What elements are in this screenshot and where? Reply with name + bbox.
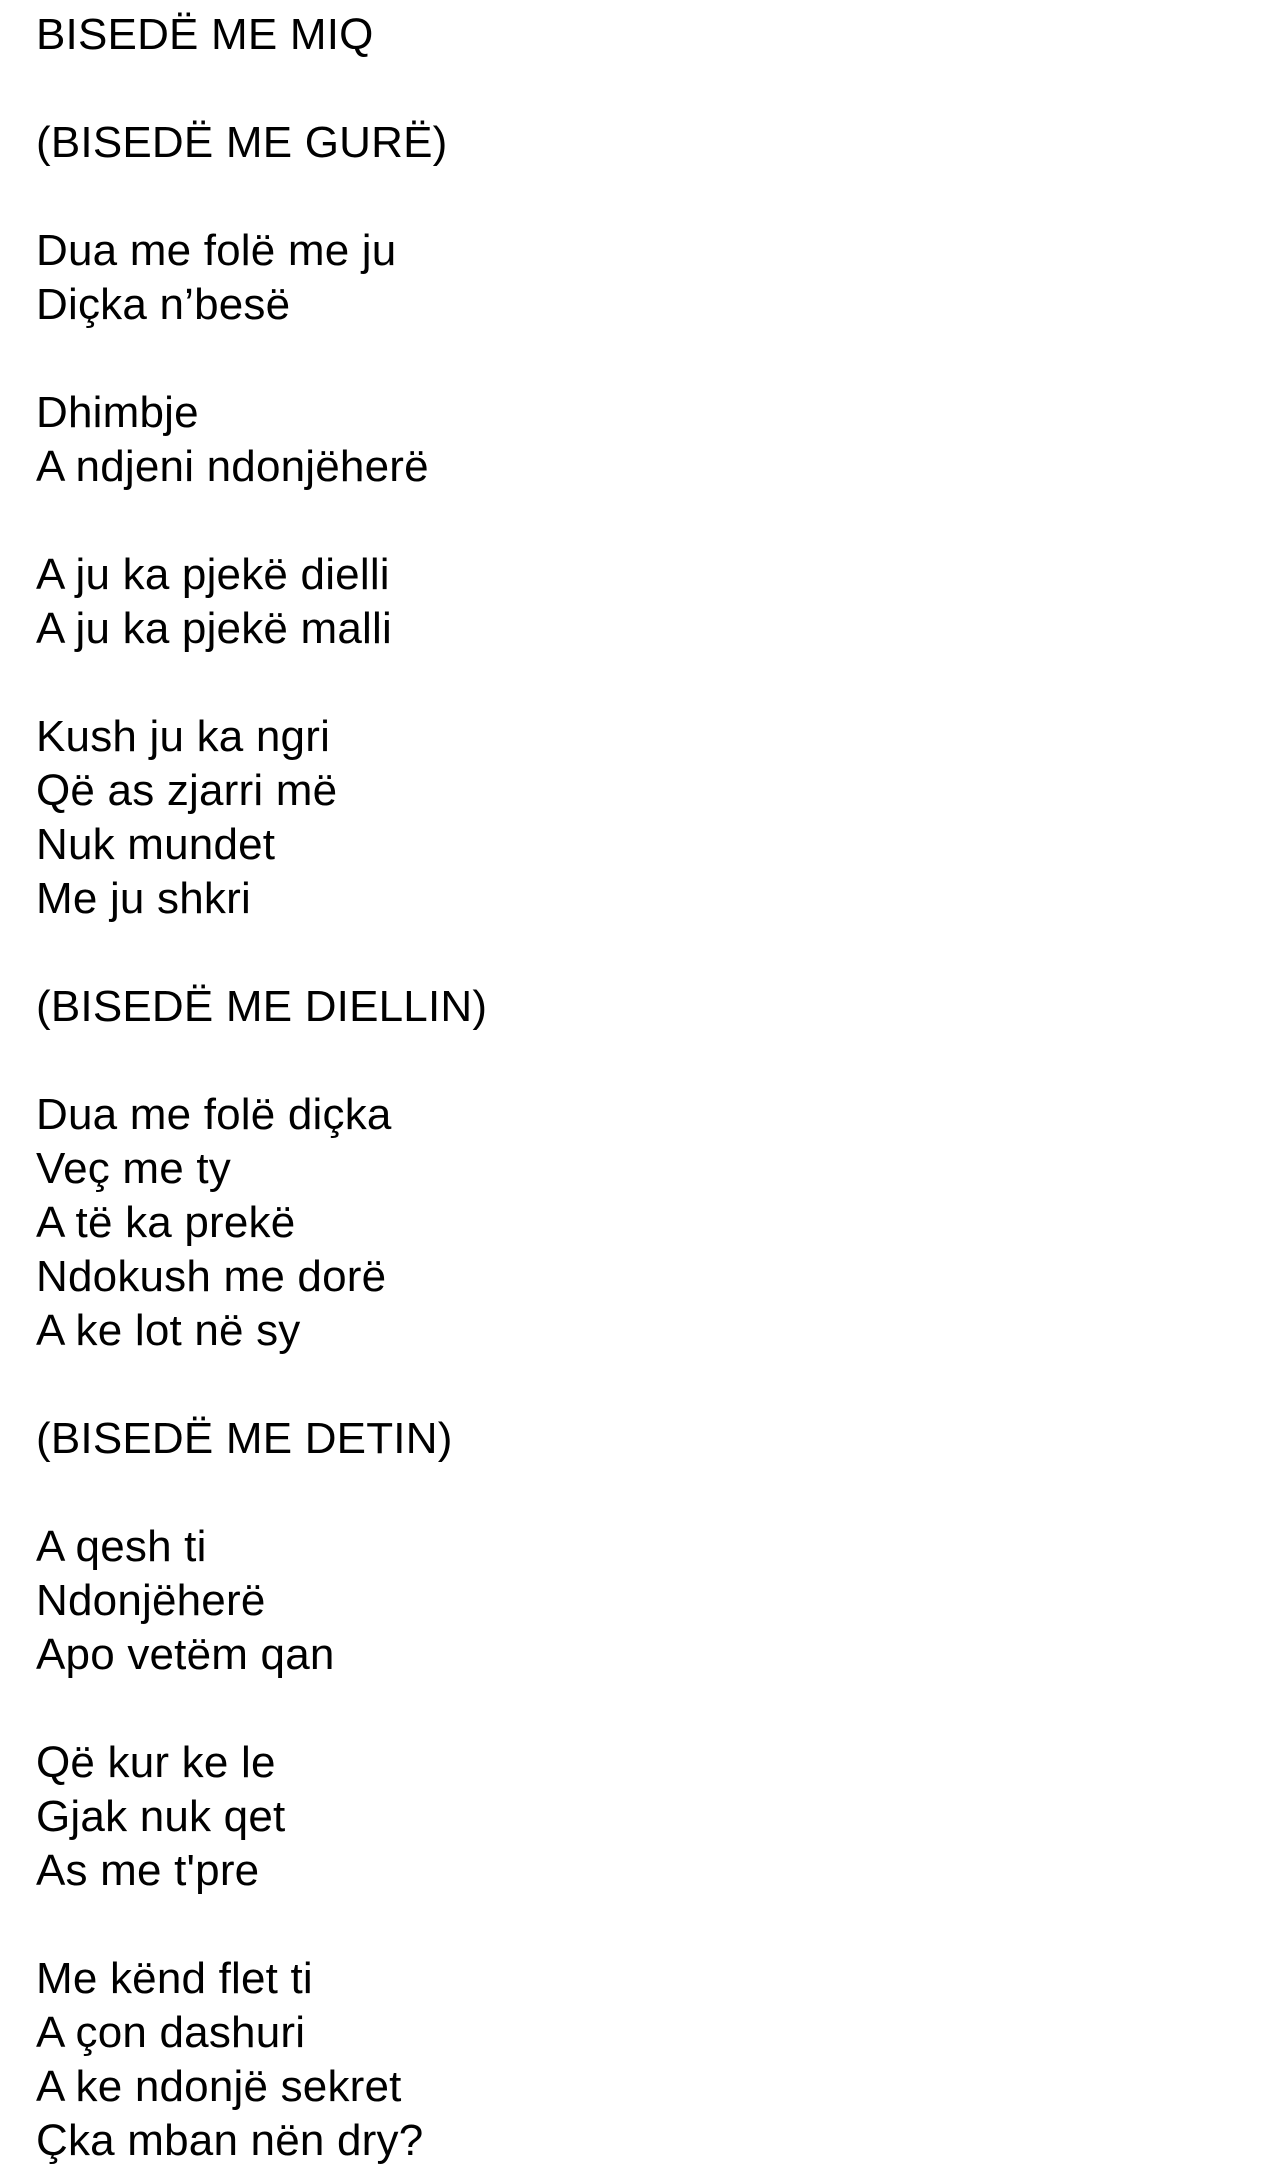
blank-line [36,170,1236,224]
poem-line: Me kënd flet ti [36,1954,313,2003]
blank-line [36,332,1236,386]
poem-line: Me ju shkri [36,874,251,923]
poem-line: A ke ndonjë sekret [36,2062,402,2111]
blank-line [36,926,1236,980]
poem-line: Nuk mundet [36,820,276,869]
blank-line [36,656,1236,710]
section-heading: (BISEDË ME GURË) [36,118,448,167]
poem-line: Gjak nuk qet [36,1792,286,1841]
poem-line: Veç me ty [36,1144,231,1193]
poem-line: A ju ka pjekë dielli [36,550,390,599]
blank-line [36,62,1236,116]
poem-line: A qesh ti [36,1522,207,1571]
section-heading: BISEDË ME MIQ [36,10,374,59]
poem-line: Ndonjëherë [36,1576,266,1625]
poem-line: Dhimbje [36,388,199,437]
blank-line [36,1682,1236,1736]
poem-line: Dua me folë diçka [36,1090,392,1139]
poem-line: A ndjeni ndonjëherë [36,442,429,491]
blank-line [36,494,1236,548]
poem-line: A të ka prekë [36,1198,296,1247]
poem-line: Diçka n’besë [36,280,291,329]
poem-line: A ju ka pjekë malli [36,604,392,653]
poem-line: Apo vetëm qan [36,1630,335,1679]
poem-line: Ndokush me dorë [36,1252,387,1301]
poem-line: As me t'pre [36,1846,260,1895]
poem-line: Kush ju ka ngri [36,712,331,761]
poem-line: Që kur ke le [36,1738,276,1787]
poem-line: Që as zjarri më [36,766,338,815]
blank-line [36,1898,1236,1952]
poem-line: A ke lot në sy [36,1306,301,1355]
section-heading: (BISEDË ME DETIN) [36,1414,453,1463]
section-heading: (BISEDË ME DIELLIN) [36,982,488,1031]
poem-document [36,8,1236,2168]
blank-line [36,1034,1236,1088]
blank-line [36,1466,1236,1520]
poem-line: Dua me folë me ju [36,226,397,275]
poem-line: Çka mban nën dry? [36,2116,424,2165]
blank-line [36,1358,1236,1412]
poem-line: A çon dashuri [36,2008,306,2057]
